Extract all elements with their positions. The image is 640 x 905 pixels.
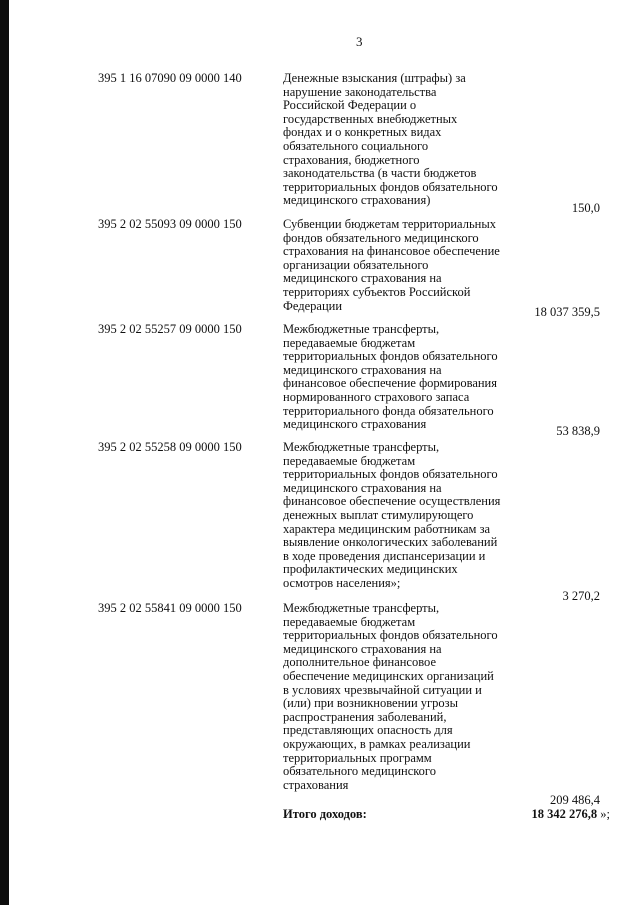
description-line: представляющих опасность для — [283, 723, 453, 738]
budget-code: 395 2 02 55093 09 0000 150 — [98, 217, 242, 231]
row-description — [283, 72, 519, 208]
description-line: медицинского страхования на — [283, 362, 442, 377]
description-line: медицинского страхования на — [283, 480, 442, 495]
description-line: осмотров населения»; — [283, 575, 401, 590]
row-amount: 209 486,4 — [550, 793, 600, 807]
description-line: характера медицинским работникам за — [283, 521, 491, 536]
description-line: Межбюджетные трансферты, — [283, 440, 440, 454]
row-description — [283, 323, 519, 432]
budget-code: 395 2 02 55257 09 0000 150 — [98, 322, 242, 336]
description-line: профилактических медицинских — [283, 562, 458, 577]
description-line: медицинского страхования) — [283, 193, 431, 208]
description-line: передаваемые бюджетам — [283, 453, 416, 468]
description-line: дополнительное финансовое — [283, 655, 436, 670]
description-line: фондов обязательного медицинского — [283, 230, 479, 245]
description-line: Субвенции бюджетам территориальных — [283, 217, 496, 231]
description-line: медицинского страхования на — [283, 271, 442, 286]
description-line: передаваемые бюджетам — [283, 614, 416, 629]
description-line: территориального фонда обязательного — [283, 403, 494, 418]
description-line: окружающих, в рамках реализации — [283, 736, 471, 751]
budget-code: 395 1 16 07090 09 0000 140 — [98, 71, 242, 85]
description-line: территориальных фондов обязательного — [283, 467, 498, 482]
row-description — [283, 602, 519, 792]
description-line: нарушение законодательства — [283, 84, 437, 99]
description-line: выявление онкологических заболеваний — [283, 535, 498, 550]
scan-edge-shadow — [0, 0, 9, 905]
budget-code: 395 2 02 55841 09 0000 150 — [98, 601, 242, 615]
description-line: страхования на финансовое обеспечение — [283, 244, 500, 259]
description-line: (или) при возникновении угрозы — [283, 696, 458, 711]
description-line: Межбюджетные трансферты, — [283, 601, 440, 615]
description-line: денежных выплат стимулирующего — [283, 507, 474, 522]
description-line: Денежные взыскания (штрафы) за — [283, 71, 466, 85]
description-line: Федерации — [283, 298, 343, 313]
total-label: Итого доходов: — [283, 807, 367, 821]
page-number: 3 — [356, 34, 363, 49]
description-line: нормированного страхового запаса — [283, 389, 470, 404]
description-line: обязательного социального — [283, 138, 429, 153]
description-line: обязательного медицинского — [283, 764, 437, 779]
description-line: территориальных программ — [283, 750, 432, 765]
description-line: финансовое обеспечение осуществления — [283, 494, 501, 509]
description-line: Межбюджетные трансферты, — [283, 322, 440, 336]
description-line: распространения заболеваний, — [283, 709, 447, 724]
total-amount — [532, 808, 610, 822]
row-amount: 150,0 — [571, 201, 600, 215]
description-line: государственных внебюджетных — [283, 111, 458, 126]
description-line: территориальных фондов обязательного — [283, 628, 498, 643]
description-line: территориях субъектов Российской — [283, 284, 471, 299]
total-suffix: »; — [597, 807, 610, 821]
description-line: территориальных фондов обязательного — [283, 179, 498, 194]
description-line: в условиях чрезвычайной ситуации и — [283, 682, 482, 697]
row-amount: 3 270,2 — [562, 589, 600, 603]
description-line: страхования — [283, 777, 349, 792]
description-line: медицинского страхования на — [283, 641, 442, 656]
row-description — [283, 218, 519, 313]
description-line: передаваемые бюджетам — [283, 335, 416, 350]
description-line: Российской Федерации о — [283, 98, 417, 113]
description-line: медицинского страхования — [283, 417, 427, 432]
description-line: организации обязательного — [283, 257, 429, 272]
description-line: фондах и о конкретных видах — [283, 125, 442, 140]
row-description — [283, 441, 519, 591]
description-line: территориальных фондов обязательного — [283, 349, 498, 364]
row-amount: 18 037 359,5 — [534, 305, 600, 319]
row-amount: 53 838,9 — [556, 424, 600, 438]
budget-code: 395 2 02 55258 09 0000 150 — [98, 440, 242, 454]
description-line: законодательства (в части бюджетов — [283, 166, 477, 181]
description-line: финансовое обеспечение формирования — [283, 376, 497, 391]
total-value: 18 342 276,8 — [531, 807, 598, 821]
description-line: в ходе проведения диспансеризации и — [283, 548, 486, 563]
description-line: страхования, бюджетного — [283, 152, 420, 167]
description-line: обеспечение медицинских организаций — [283, 668, 494, 683]
